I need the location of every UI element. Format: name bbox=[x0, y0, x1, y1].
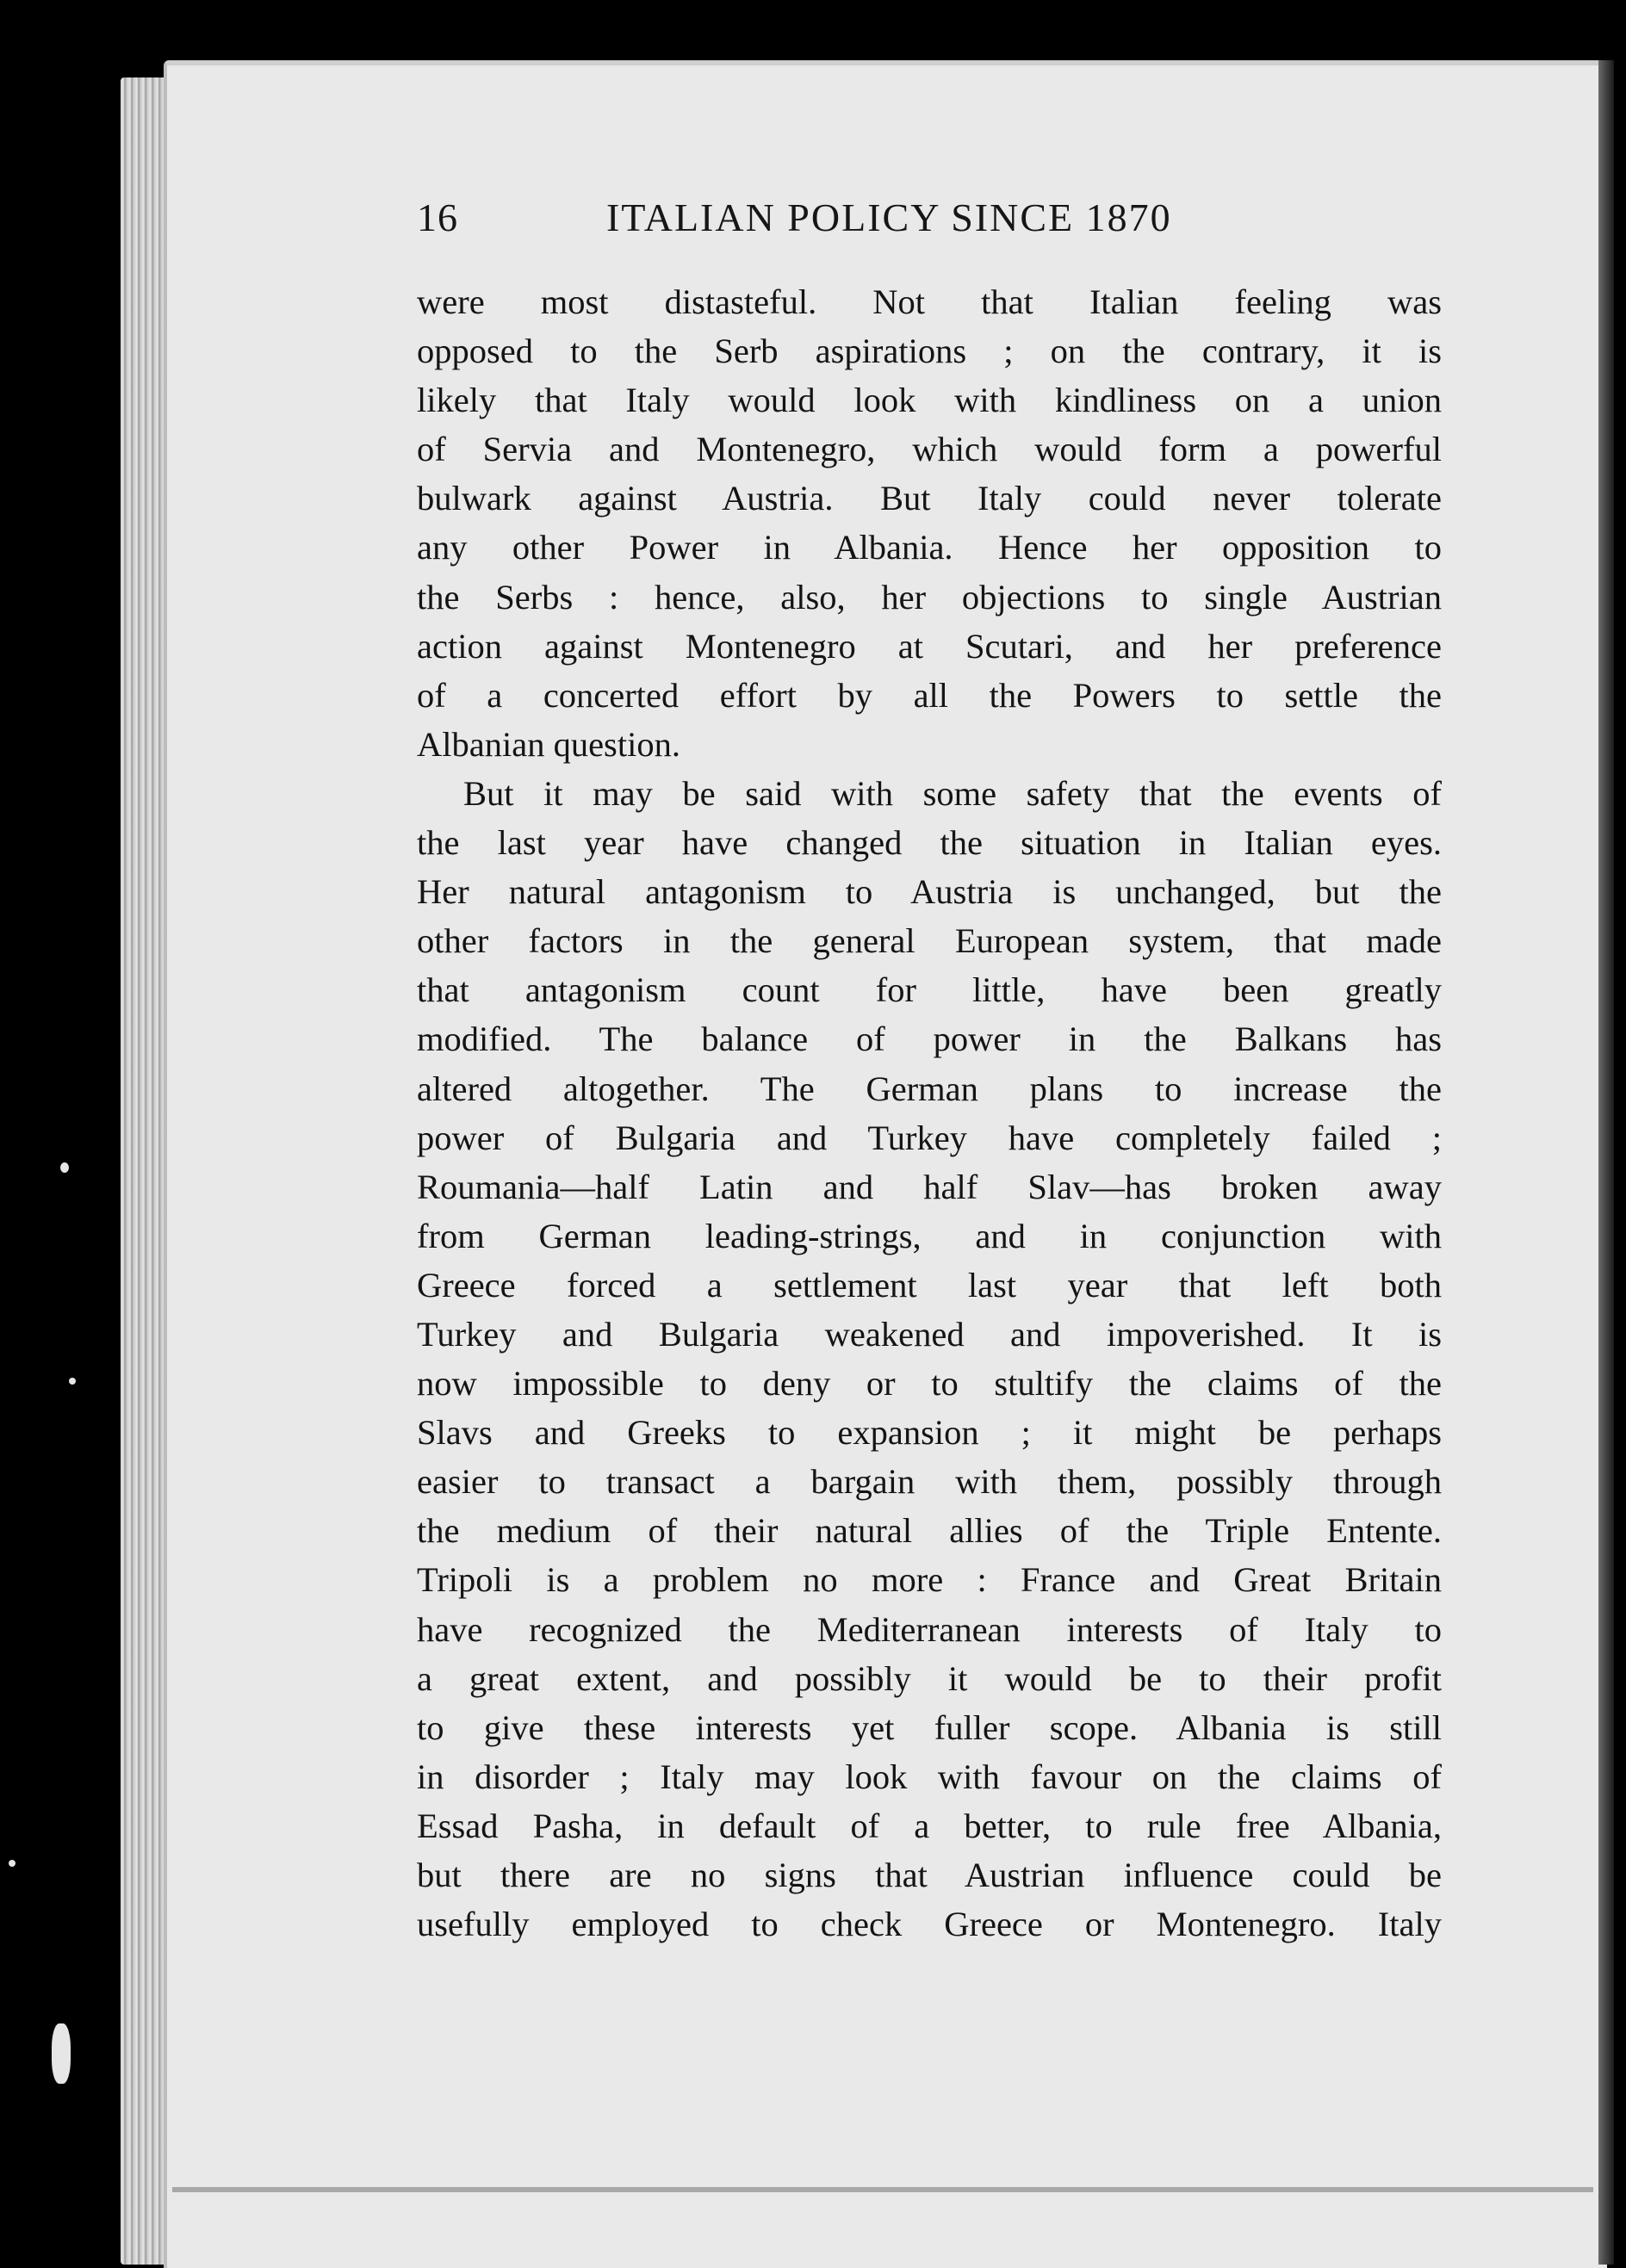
text-line: have recognized the Mediterranean interests of Italy to bbox=[417, 1609, 1442, 1649]
text-line: likely that Italy would look with kindliness on a union bbox=[417, 381, 1442, 420]
text-line: Turkey and Bulgaria weakened and impoverished. It is bbox=[417, 1314, 1442, 1354]
text-line: But it may be said with some safety that the events of bbox=[463, 773, 1442, 813]
text-line: Essad Pasha, in default of a better, to rule free Albania, bbox=[417, 1806, 1442, 1845]
text-line: that antagonism count for little, have been greatly bbox=[417, 970, 1442, 1010]
text-line: bulwark against Austria. But Italy could never tolerate bbox=[417, 479, 1442, 518]
text-line: but there are no signs that Austrian influence could be bbox=[417, 1856, 1442, 1894]
body-text bbox=[417, 277, 1442, 1949]
text-line: were most distasteful. Not that Italian feeling was bbox=[417, 282, 1442, 321]
text-line: action against Montenegro at Scutari, and her preference bbox=[417, 626, 1442, 666]
text-line: easier to transact a bargain with them, possibly through bbox=[417, 1462, 1442, 1502]
text-line: altered altogether. The German plans to increase the bbox=[417, 1069, 1442, 1108]
text-line: from German leading-strings, and in conjunction with bbox=[417, 1216, 1442, 1255]
scan-speck bbox=[9, 1860, 16, 1867]
text-line: now impossible to deny or to stultify the claims of the bbox=[417, 1364, 1442, 1404]
text-line: Albanian question. bbox=[417, 724, 680, 764]
text-line: power of Bulgaria and Turkey have completely failed ; bbox=[417, 1118, 1442, 1157]
text-line: in disorder ; Italy may look with favour on the claims of bbox=[417, 1757, 1442, 1796]
text-line: opposed to the Serb aspirations ; on the contrary, it is bbox=[417, 332, 1442, 371]
text-line: Slavs and Greeks to expansion ; it might be perhaps bbox=[417, 1413, 1442, 1453]
running-head bbox=[417, 195, 1278, 255]
scan-speck bbox=[52, 2023, 71, 2084]
text-line: other factors in the general European system, that made bbox=[417, 921, 1442, 961]
text-line: Roumania—half Latin and half Slav—has broken away bbox=[417, 1167, 1442, 1206]
page-bottom-edge bbox=[172, 2187, 1593, 2192]
text-line: the medium of their natural allies of the Triple Entente. bbox=[417, 1511, 1442, 1551]
gutter-shadow bbox=[1598, 60, 1614, 2265]
text-line: modified. The balance of power in the Balkans has bbox=[417, 1019, 1442, 1059]
text-line: usefully employed to check Greece or Montenegro. Italy bbox=[417, 1905, 1442, 1944]
text-line: Tripoli is a problem no more : France and Great Britain bbox=[417, 1560, 1442, 1600]
scan-speck bbox=[69, 1378, 76, 1385]
text-line: of a concerted effort by all the Powers to settle the bbox=[417, 675, 1442, 715]
page-number: 16 bbox=[417, 195, 458, 239]
text-line: the last year have changed the situation in Italian eyes. bbox=[417, 823, 1442, 863]
paragraph bbox=[417, 769, 1442, 1949]
text-line: to give these interests yet fuller scope. Albania is still bbox=[417, 1707, 1442, 1747]
running-title: ITALIAN POLICY SINCE 1870 bbox=[606, 195, 1172, 239]
text-line: the Serbs : hence, also, her objections to single Austrian bbox=[417, 577, 1442, 617]
text-line: Her natural antagonism to Austria is unchanged, but the bbox=[417, 872, 1442, 912]
text-line: Greece forced a settlement last year that left both bbox=[417, 1265, 1442, 1304]
scan-speck bbox=[60, 1162, 69, 1173]
text-line: a great extent, and possibly it would be to their profit bbox=[417, 1658, 1442, 1698]
paragraph bbox=[417, 277, 1442, 769]
text-line: any other Power in Albania. Hence her opposition to bbox=[417, 528, 1442, 567]
text-line: of Servia and Montenegro, which would form a powerful bbox=[417, 430, 1442, 469]
